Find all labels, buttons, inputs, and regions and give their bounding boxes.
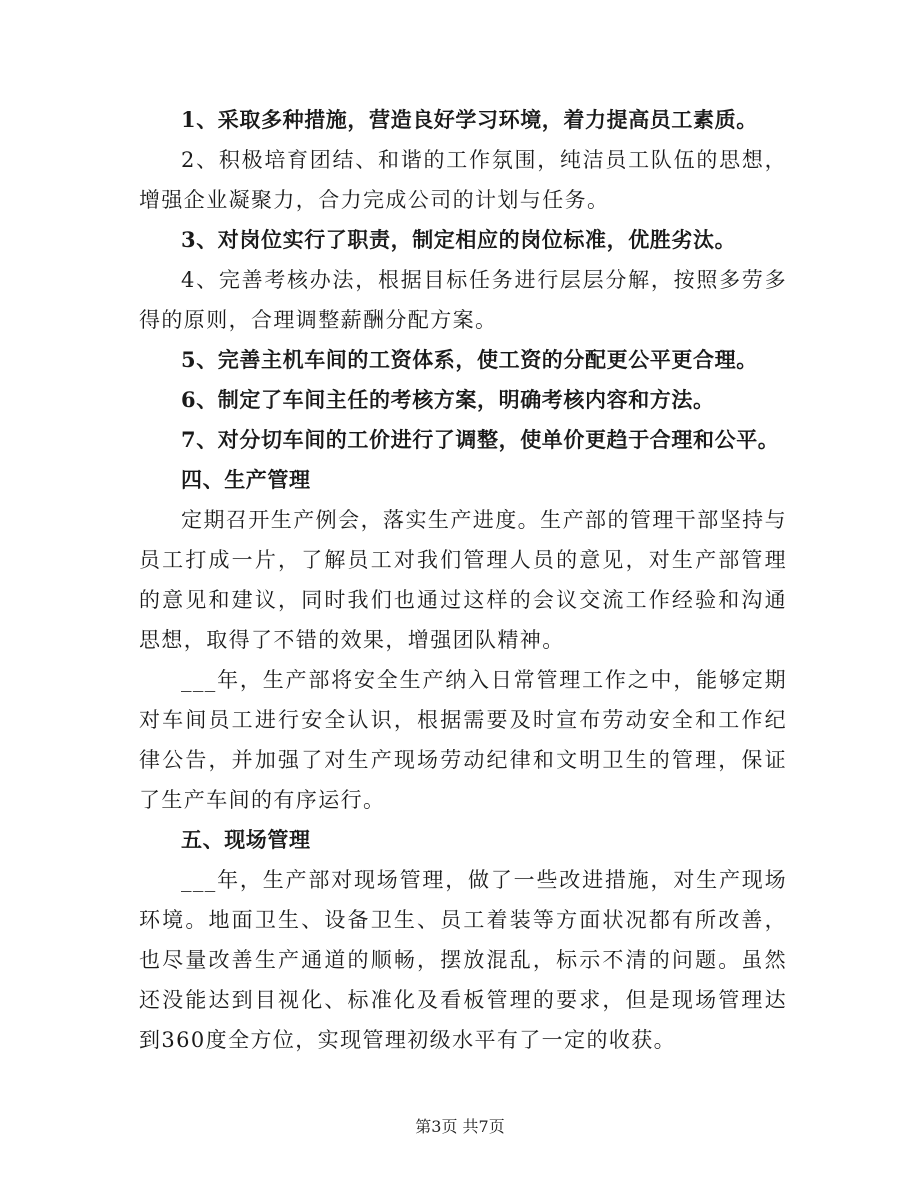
document-body <box>139 100 787 1060</box>
paragraph-production-meetings: 定期召开生产例会，落实生产进度。生产部的管理干部坚持与员工打成一片，了解员工对我们管理人员的意见，对生产部管理的意见和建议，同时我们也通过这样的会议交流工作经验和沟通思想，取得了不错的效果，增强团队精神。 <box>139 508 787 652</box>
paragraph-site-management: ___年，生产部对现场管理，做了一些改进措施，对生产现场环境。地面卫生、设备卫生、员工着装等方面状况都有所改善，也尽量改善生产通道的顺畅，摆放混乱，标示不清的问题。虽然还没能达到目视化、标准化及看板管理的要求，但是现场管理达到360度全方位，实现管理初级水平有了一定的收获。 <box>139 868 787 1052</box>
paragraph-item-1: 1、采取多种措施，营造良好学习环境，着力提高员工素质。 <box>181 107 758 132</box>
paragraph-item-7: 7、对分切车间的工价进行了调整，使单价更趋于合理和公平。 <box>181 427 780 452</box>
page-footer: 第3页 共7页 <box>415 1117 505 1136</box>
paragraph-item-2: 2、积极培育团结、和谐的工作氛围，纯洁员工队伍的思想，增强企业凝聚力，合力完成公司的计划与任务。 <box>139 148 787 212</box>
section-heading-production: 四、生产管理 <box>181 467 311 492</box>
section-heading-site: 五、现场管理 <box>181 827 311 852</box>
paragraph-item-5: 5、完善主机车间的工资体系，使工资的分配更公平更合理。 <box>181 347 758 372</box>
paragraph-production-safety: ___年，生产部将安全生产纳入日常管理工作之中，能够定期对车间员工进行安全认识，根据需要及时宣布劳动安全和工作纪律公告，并加强了对生产现场劳动纪律和文明卫生的管理，保证了生产车间的有序运行。 <box>139 668 787 812</box>
paragraph-item-3: 3、对岗位实行了职责，制定相应的岗位标准，优胜劣汰。 <box>181 227 737 252</box>
paragraph-item-6: 6、制定了车间主任的考核方案，明确考核内容和方法。 <box>181 387 715 412</box>
paragraph-item-4: 4、完善考核办法，根据目标任务进行层层分解，按照多劳多得的原则，合理调整薪酬分配方案。 <box>139 268 787 332</box>
